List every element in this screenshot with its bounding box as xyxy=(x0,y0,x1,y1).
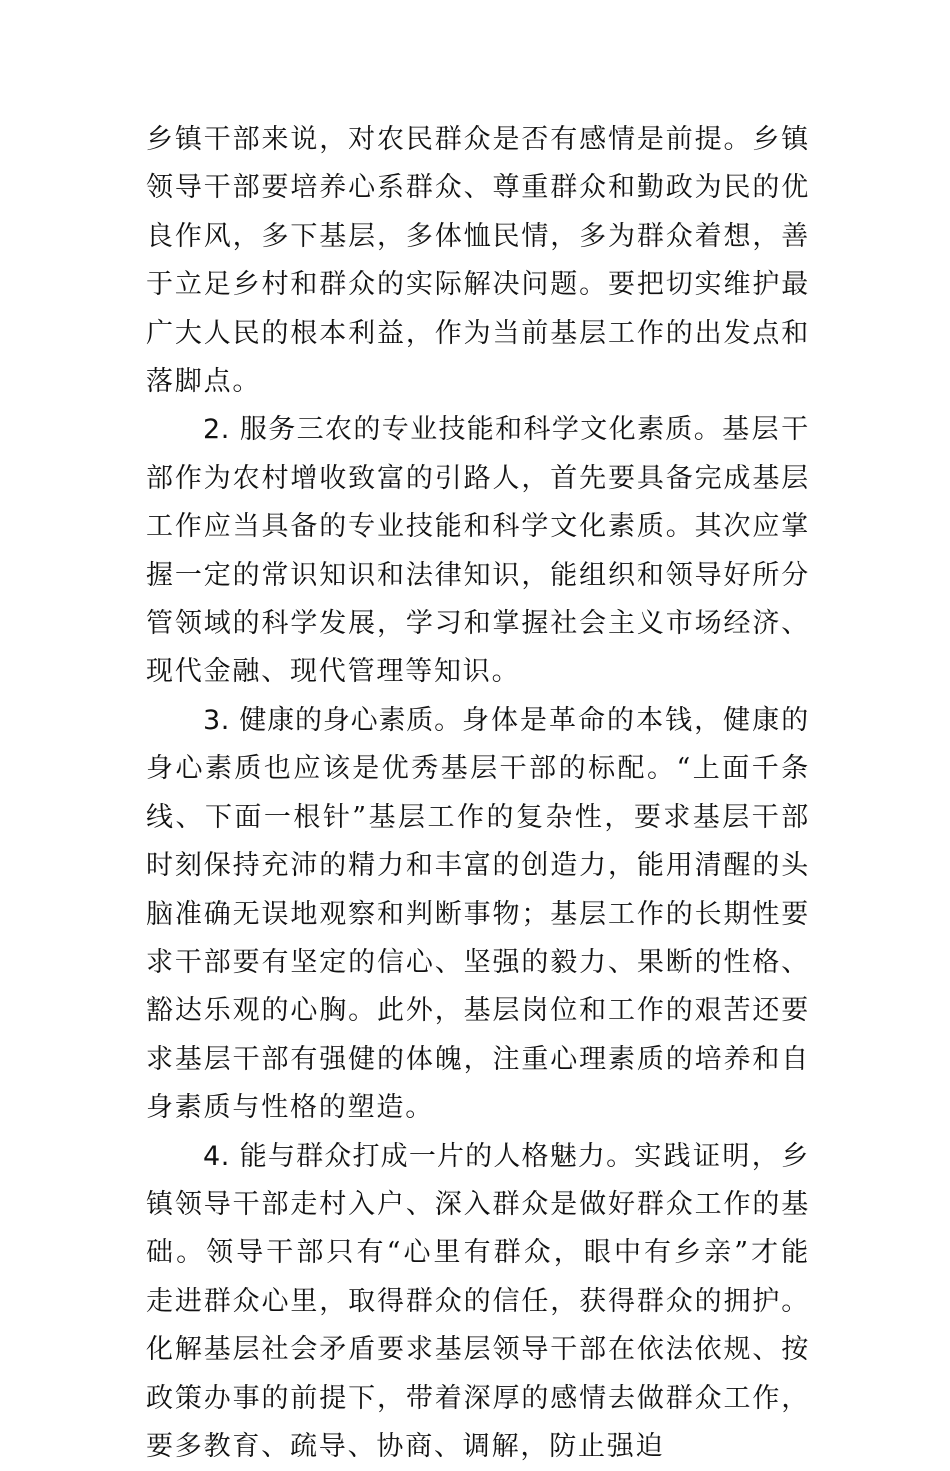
paragraph-3-heading: 3. 健康的身心素质。 xyxy=(203,704,462,736)
paragraph-4-text: 实践证明，乡镇领导干部走村入户、深入群众是做好群众工作的基础。领导干部只有“心里有群众，眼中有乡亲”才能走进群众心里，取得群众的信任，获得群众的拥护。化解基层社会矛盾要求基层领导干部在依法依规、按政策办事的前提下，带着深厚的感情去做群众工作，要多教育、疏导、协商、调解，防止强迫 xyxy=(146,1140,810,1462)
paragraph-4-heading: 4. 能与群众打成一片的人格魅力。 xyxy=(203,1140,635,1172)
paragraph-2-heading: 2. 服务三农的专业技能和科学文化素质。 xyxy=(203,414,723,446)
document-body xyxy=(146,116,810,1471)
paragraph-2-text: 基层干部作为农村增收致富的引路人，首先要具备完成基层工作应当具备的专业技能和科学文化素质。其次应掌握一定的常识知识和法律知识，能组织和领导好所分管领域的科学发展，学习和掌握社会主义市场经济、现代金融、现代管理等知识。 xyxy=(146,414,811,688)
paragraph-4 xyxy=(146,1133,810,1471)
paragraph-1-text: 乡镇干部来说，对农民群众是否有感情是前提。乡镇领导干部要培养心系群众、尊重群众和勤政为民的优良作风，多下基层，多体恤民情，多为群众着想，善于立足乡村和群众的实际解决问题。要把切实维护最广大人民的根本利益，作为当前基层工作的出发点和落脚点。 xyxy=(146,124,810,398)
paragraph-3 xyxy=(146,697,810,1133)
paragraph-1 xyxy=(146,116,810,406)
paragraph-3-text: 身体是革命的本钱，健康的身心素质也应该是优秀基层干部的标配。“上面千条线、下面一根针”基层工作的复杂性，要求基层干部时刻保持充沛的精力和丰富的创造力，能用清醒的头脑准确无误地观察和判断事物；基层工作的长期性要求干部要有坚定的信心、坚强的毅力、果断的性格、豁达乐观的心胸。此外，基层岗位和工作的艰苦还要求基层干部有强健的体魄，注重心理素质的培养和自身素质与性格的塑造。 xyxy=(146,704,810,1124)
paragraph-2 xyxy=(146,406,810,696)
